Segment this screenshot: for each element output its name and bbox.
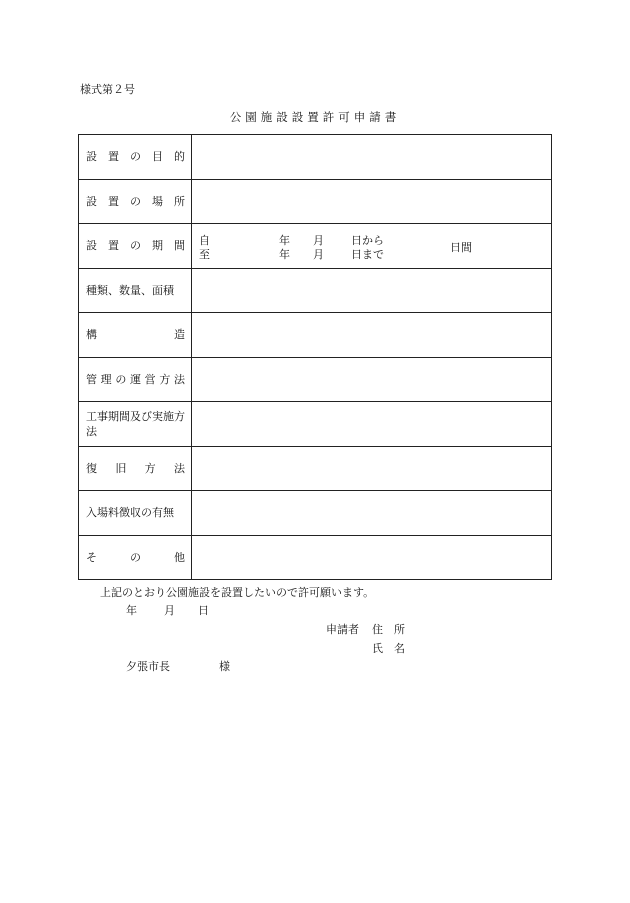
- label-admission-fee: 入場料徴収の有無: [79, 491, 192, 536]
- honorific: 様: [219, 660, 230, 673]
- period-to-day: 日まで: [351, 248, 384, 261]
- field-period[interactable]: [192, 224, 552, 269]
- label-construction: 工事期間及び実施方法: [79, 402, 192, 447]
- name-label: 氏 名: [372, 642, 405, 655]
- period-from-label: 自: [199, 234, 210, 247]
- form-title: 公園施設設置許可申請書: [229, 110, 401, 124]
- date-day-label: 日: [198, 604, 209, 617]
- field-construction[interactable]: [192, 402, 552, 447]
- period-to-label: 至: [199, 248, 210, 261]
- field-purpose[interactable]: [192, 135, 552, 180]
- label-purpose: 設置の目的: [79, 135, 192, 180]
- label-location: 設置の場所: [79, 179, 192, 224]
- field-other[interactable]: [192, 535, 552, 580]
- mayor-title: 夕張市長: [126, 660, 170, 673]
- date-month-label: 月: [164, 604, 175, 617]
- table-row: [79, 135, 552, 180]
- label-other: その他: [79, 535, 192, 580]
- form-number: 様式第２号: [80, 83, 135, 96]
- date-year-label: 年: [126, 604, 137, 617]
- request-statement: 上記のとおり公園施設を設置したいので許可願います。: [100, 586, 375, 599]
- field-management[interactable]: [192, 357, 552, 402]
- table-row: [79, 224, 552, 269]
- table-row: [79, 446, 552, 491]
- period-from-year: 年: [279, 234, 290, 247]
- application-form-table: [78, 134, 552, 580]
- field-restoration[interactable]: [192, 446, 552, 491]
- period-to-month: 月: [313, 248, 324, 261]
- table-row: [79, 268, 552, 313]
- table-row: [79, 535, 552, 580]
- applicant-label: 申請者: [326, 623, 359, 636]
- period-to-year: 年: [279, 248, 290, 261]
- address-label: 住 所: [372, 623, 405, 636]
- table-row: [79, 357, 552, 402]
- field-type-quantity-area[interactable]: [192, 268, 552, 313]
- table-row: [79, 313, 552, 358]
- field-admission-fee[interactable]: [192, 491, 552, 536]
- label-type-quantity-area: 種類、数量、面積: [79, 268, 192, 313]
- label-restoration: 復旧方法: [79, 446, 192, 491]
- table-row: [79, 402, 552, 447]
- period-from-month: 月: [313, 234, 324, 247]
- label-structure: 構造: [79, 313, 192, 358]
- field-location[interactable]: [192, 179, 552, 224]
- table-row: [79, 491, 552, 536]
- label-management: 管理の運営方法: [79, 357, 192, 402]
- period-days: 日間: [450, 241, 472, 254]
- period-from-day: 日から: [351, 234, 384, 247]
- table-row: [79, 179, 552, 224]
- field-structure[interactable]: [192, 313, 552, 358]
- label-period: 設置の期間: [79, 224, 192, 269]
